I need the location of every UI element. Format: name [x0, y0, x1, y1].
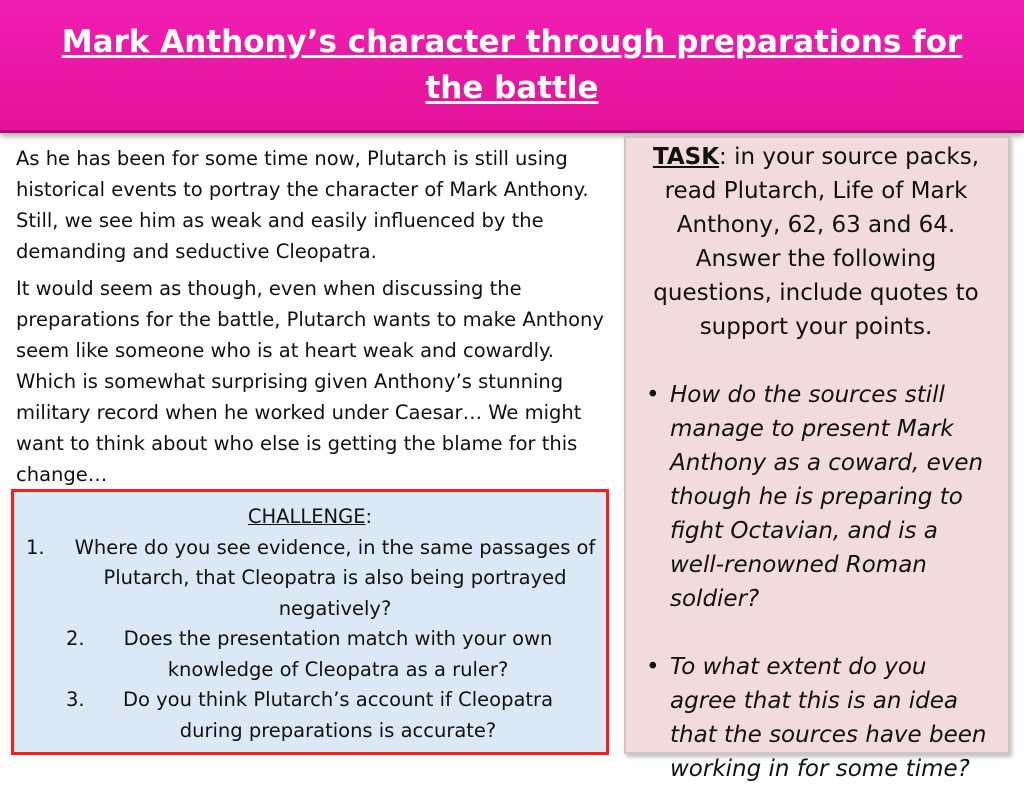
challenge-heading [22, 502, 598, 533]
task-questions [640, 378, 992, 786]
challenge-item-1 [22, 533, 598, 625]
task-instructions [640, 140, 992, 344]
task-question-text: How do the sources still manage to present Mark Anthony as a coward, even though he is preparing to fight Octavian, and is a well-renowned Roman soldier? [670, 382, 984, 612]
challenge-item-text: Does the presentation match with your own knowledge of Cleopatra as a ruler? [123, 627, 553, 681]
task-text: : in your source packs, read Plutarch, Life of Mark Anthony, 62, 63 and 64. Answer the following questions, include quotes to support your points. [653, 144, 980, 340]
challenge-item-3 [22, 685, 598, 746]
challenge-item-number: 2. [66, 627, 85, 650]
intro-text [16, 143, 616, 496]
challenge-box [11, 489, 609, 755]
challenge-item-text: Where do you see evidence, in the same passages of Plutarch, that Cleopatra is also being portrayed negatively? [74, 535, 596, 620]
title-banner [0, 0, 1024, 133]
task-question-text: To what extent do you agree that this is an idea that the sources have been working in for some time? [670, 654, 987, 782]
challenge-item-2 [22, 624, 598, 685]
challenge-item-number: 3. [66, 688, 85, 711]
bullet-icon: • [646, 382, 660, 408]
intro-paragraph-1: As he has been for some time now, Plutarch is still using historical events to portray the character of Mark Anthony. Still, we see him as weak and easily influenced by the demanding and seductive Cleopatra. [16, 147, 589, 263]
challenge-item-number: 1. [26, 535, 45, 559]
challenge-suffix: : [365, 505, 373, 528]
intro-paragraph-2: It would seem as though, even when discussing the preparations for the battle, Plutarch wants to make Anthony seem like someone who is at heart weak and cowardly. Which is somewhat surprising given Anthony’s stunning military record when he worked under Caesar… We might want to think about who else is getting the blame for this change… [16, 277, 604, 486]
task-question-2 [640, 650, 992, 786]
challenge-list [22, 533, 598, 747]
bullet-icon: • [646, 654, 660, 680]
task-box [624, 136, 1010, 782]
challenge-item-text: Do you think Plutarch’s account if Cleopatra during preparations is accurate? [122, 688, 554, 742]
page-title: Mark Anthony’s character through preparations for the battle [61, 24, 963, 106]
challenge-label: CHALLENGE [247, 505, 366, 528]
task-question-1 [640, 378, 992, 616]
task-label: TASK [652, 144, 720, 170]
